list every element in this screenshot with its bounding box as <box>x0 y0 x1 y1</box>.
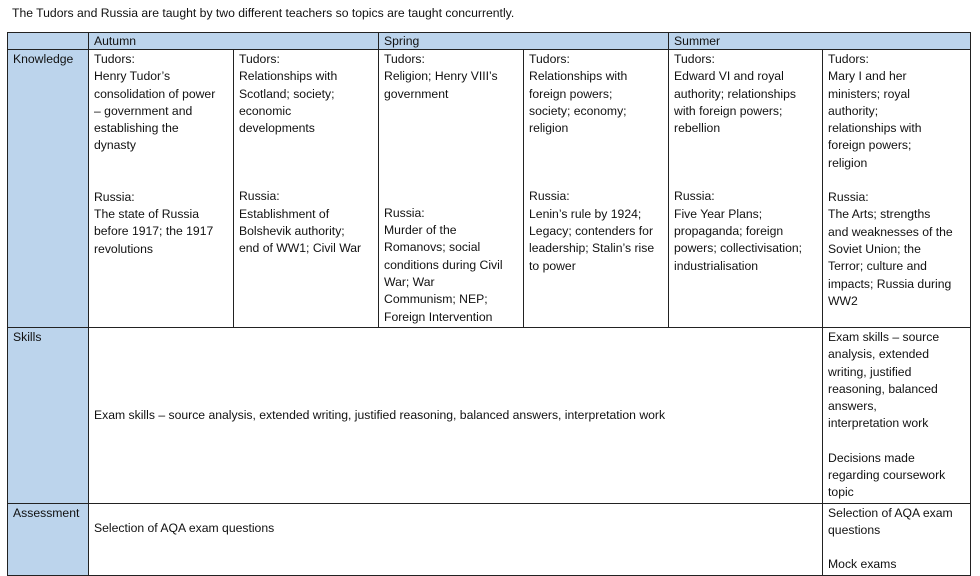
knowledge-row <box>8 50 971 328</box>
curriculum-table <box>7 32 971 576</box>
knowledge-cell-autumn-1 <box>89 50 234 328</box>
row-label-assessment: Assessment <box>8 503 89 575</box>
tudors-topic: Tudors: Religion; Henry VIII’s government <box>384 52 498 101</box>
russia-topic: Russia: Murder of the Romanovs; social conditions during Civil War; War Communism; NEP; Foreign Intervention <box>384 205 503 324</box>
term-spring: Spring <box>379 33 669 50</box>
knowledge-cell-spring-1 <box>379 50 524 328</box>
russia-topic: Russia: The Arts; strengths and weaknesses of the Soviet Union; the Terror; culture and impacts; Russia during WW2 <box>828 190 953 308</box>
russia-topic: Russia: Lenin’s rule by 1924; Legacy; contenders for leadership; Stalin’s rise to power <box>529 189 655 273</box>
knowledge-cell-summer-2 <box>823 50 971 328</box>
skills-main-cell <box>89 327 823 503</box>
term-header-row <box>8 33 971 50</box>
knowledge-cell-autumn-2 <box>234 50 379 328</box>
skills-summer-2-cell <box>823 327 971 503</box>
knowledge-cell-summer-1 <box>669 50 823 328</box>
assessment-row <box>8 503 971 575</box>
header-corner-cell <box>8 33 89 50</box>
assessment-summer-2-cell <box>823 503 971 575</box>
row-label-knowledge: Knowledge <box>8 50 89 328</box>
russia-topic: Russia: Establishment of Bolshevik authority; end of WW1; Civil War <box>239 189 362 256</box>
knowledge-cell-spring-2 <box>524 50 669 328</box>
coursework-text: Decisions made regarding coursework topic <box>828 450 946 500</box>
term-autumn: Autumn <box>89 33 379 50</box>
skills-exam-text: Exam skills – source analysis, extended writing, justified reasoning, balanced answers, interpretation work <box>828 329 940 431</box>
mock-exams-text: Mock exams <box>828 557 897 572</box>
assessment-main-cell <box>89 503 823 575</box>
tudors-topic: Tudors: Relationships with foreign powers; society; economy; religion <box>529 52 628 136</box>
term-summer: Summer <box>669 33 971 50</box>
tudors-topic: Tudors: Henry Tudor’s consolidation of power – government and establishing the dynasty <box>94 52 216 153</box>
skills-row <box>8 327 971 503</box>
row-label-skills: Skills <box>8 327 89 503</box>
russia-topic: Russia: Five Year Plans; propaganda; foreign powers; collectivisation; industrialisation <box>674 189 803 273</box>
tudors-topic: Tudors: Relationships with Scotland; society; economic developments <box>239 52 338 136</box>
tudors-topic: Tudors: Mary I and her ministers; royal authority; relationships with foreign powers; religion <box>828 52 922 170</box>
russia-topic: Russia: The state of Russia before 1917; the 1917 revolutions <box>94 189 214 256</box>
assessment-text: Selection of AQA exam questions <box>94 520 275 535</box>
aqa-questions-text: Selection of AQA exam questions <box>828 505 953 537</box>
tudors-topic: Tudors: Edward VI and royal authority; relationships with foreign powers; rebellion <box>674 52 796 136</box>
intro-note: The Tudors and Russia are taught by two different teachers so topics are taught concurrently. <box>12 6 515 20</box>
skills-text: Exam skills – source analysis, extended writing, justified reasoning, balanced answers, interpretation work <box>94 407 666 422</box>
